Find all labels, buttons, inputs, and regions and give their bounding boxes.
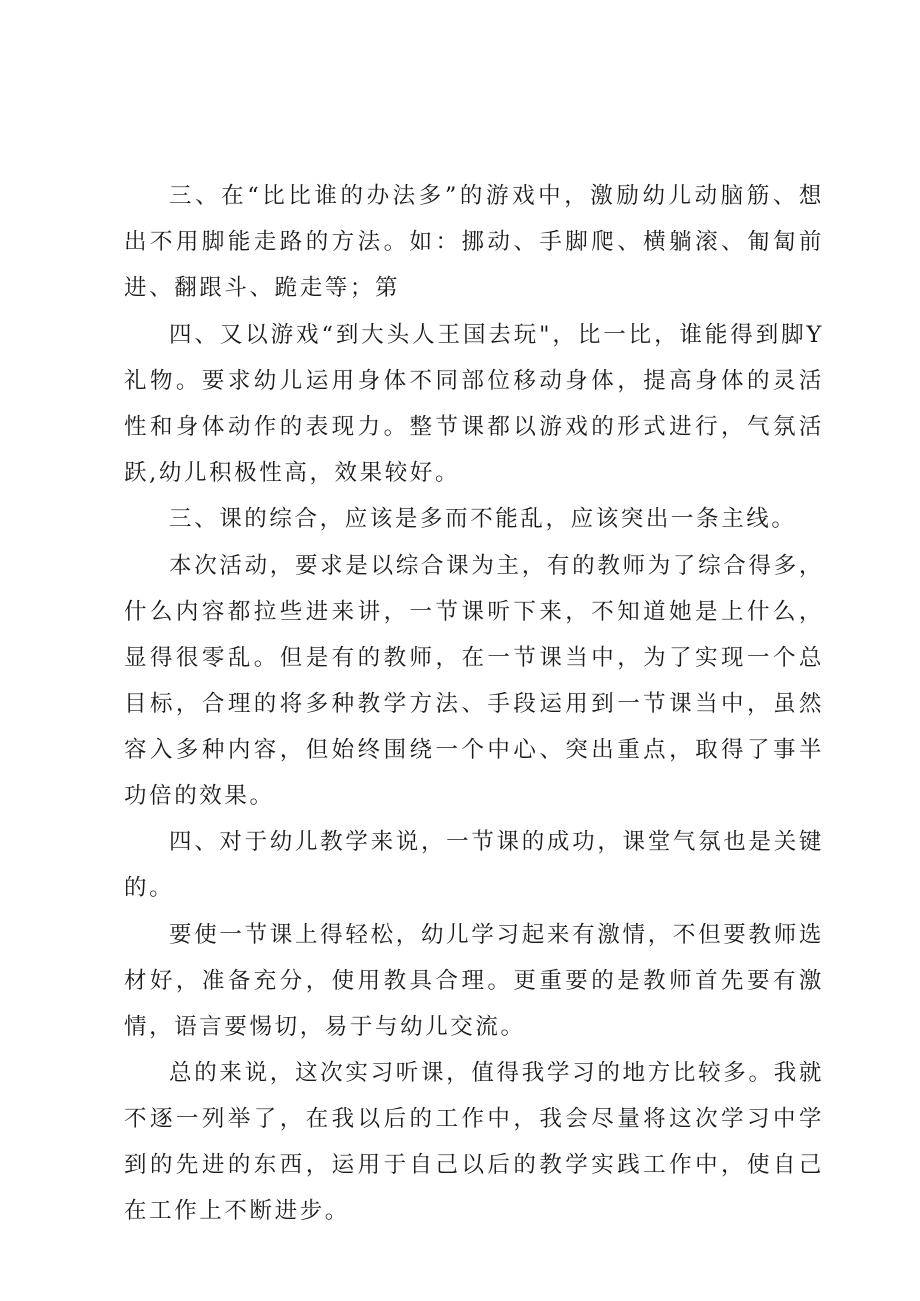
document-body	[124, 173, 824, 1234]
paragraph-6: 要使一节课上得轻松，幼儿学习起来有激情，不但要教师选材好，准备充分，使用教具合理。更重要的是教师首先要有激情，语言要惕切，易于与幼儿交流。	[124, 921, 824, 1040]
paragraph-2: 四、又以游戏“到大头人王国去玩"，比一比，谁能得到脚Y礼物。要求幼儿运用身体不同部位移动身体，提高身体的灵活性和身体动作的表现力。整节课都以游戏的形式进行，气氛活跃,幼儿积极性高，效果较好。	[124, 321, 824, 486]
paragraph-5: 四、对于幼儿教学来说，一节课的成功，课堂气氛也是关键的。	[124, 829, 824, 901]
paragraph-3: 三、课的综合，应该是多而不能乱，应该突出一条主线。	[169, 506, 797, 532]
paragraph-7: 总的来说，这次实习听课，值得我学习的地方比较多。我就不逐一列举了，在我以后的工作中，我会尽量将这次学习中学到的先进的东西，运用于自己以后的教学实践工作中，使自己在工作上不断进步。	[124, 1060, 824, 1224]
paragraph-4: 本次活动，要求是以综合课为主，有的教师为了综合得多，什么内容都拉些进来讲，一节课听下来，不知道她是上什么，显得很零乱。但是有的教师，在一节课当中，为了实现一个总目标，合理的将多种教学方法、手段运用到一节课当中，虽然容入多种内容，但始终围绕一个中心、突出重点，取得了事半功倍的效果。	[124, 552, 824, 809]
paragraph-1: 三、在“比比谁的办法多”的游戏中，激励幼儿动脑筋、想出不用脚能走路的方法。如：挪动、手脚爬、横躺滚、匍匐前进、翻跟斗、跪走等；第	[124, 183, 824, 301]
